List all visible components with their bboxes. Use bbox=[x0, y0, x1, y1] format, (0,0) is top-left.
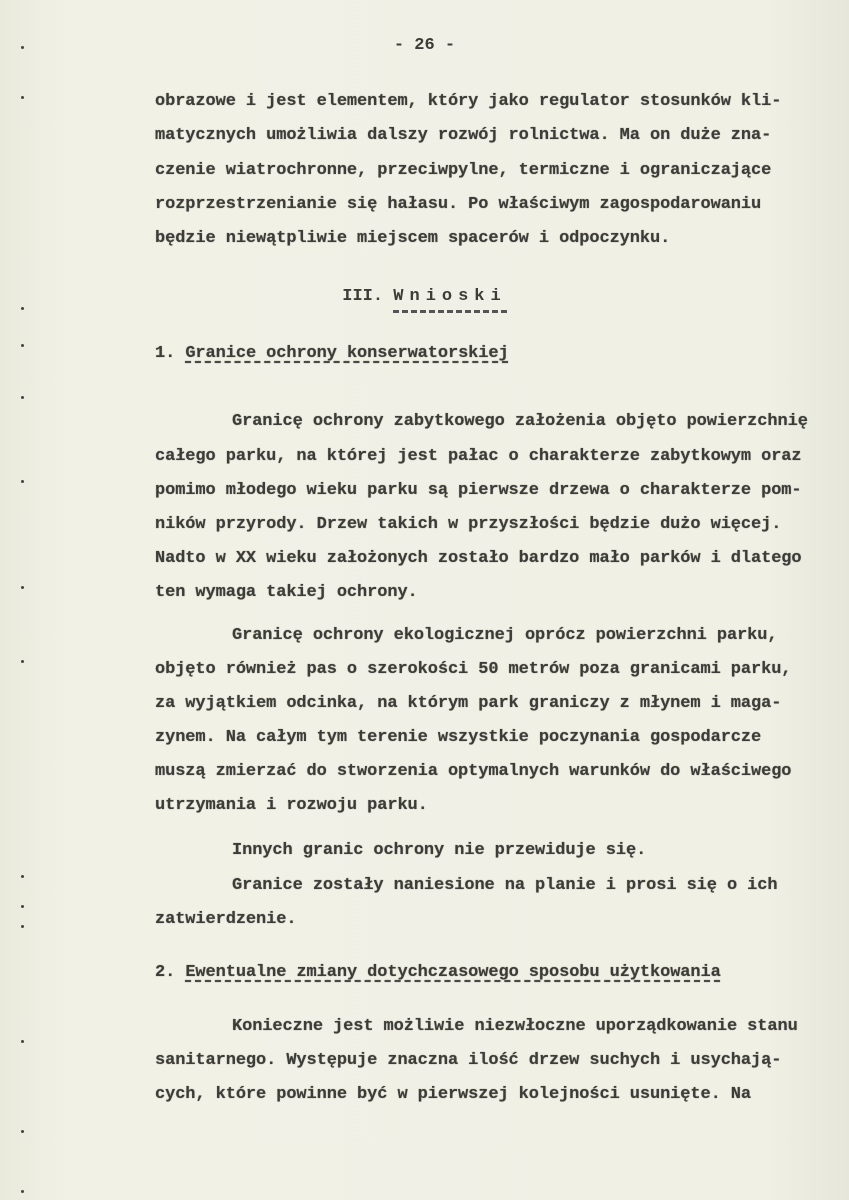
text-line: Granice zostały naniesione na planie i prosi się o ich bbox=[232, 876, 778, 895]
text-line: muszą zmierzać do stworzenia optymalnych warunków do właściwego bbox=[155, 762, 792, 781]
text-line: obrazowe i jest elementem, który jako regulator stosunków kli- bbox=[155, 92, 782, 111]
chapter-title: Wnioski bbox=[393, 287, 506, 313]
binder-hole-mark bbox=[21, 925, 24, 928]
section-title: Ewentualne zmiany dotychczasowego sposobu użytkowania bbox=[185, 963, 721, 982]
section-number: 1. bbox=[155, 344, 176, 363]
text-line: zatwierdzenie. bbox=[155, 910, 297, 929]
text-line: czenie wiatrochronne, przeciwpylne, termiczne i ograniczające bbox=[155, 161, 772, 180]
binder-hole-mark bbox=[21, 660, 24, 663]
text-line: utrzymania i rozwoju parku. bbox=[155, 796, 428, 815]
section-number: 2. bbox=[155, 963, 176, 982]
text-line: cych, które powinne być w pierwszej kolejności usunięte. Na bbox=[155, 1085, 751, 1104]
binder-hole-mark bbox=[21, 1190, 24, 1193]
text-line: Granicę ochrony ekologicznej oprócz powierzchni parku, bbox=[232, 626, 778, 645]
text-line: Granicę ochrony zabytkowego założenia objęto powierzchnię bbox=[232, 412, 808, 431]
chapter-number: III. bbox=[342, 287, 384, 306]
page-number: - 26 - bbox=[393, 36, 456, 55]
text-line: matycznych umożliwia dalszy rozwój rolnictwa. Ma on duże zna- bbox=[155, 126, 772, 145]
text-line: całego parku, na której jest pałac o charakterze zabytkowym oraz bbox=[155, 447, 802, 466]
text-line: Innych granic ochrony nie przewiduje się. bbox=[232, 841, 647, 860]
text-line: sanitarnego. Występuje znaczna ilość drzew suchych i usychają- bbox=[155, 1051, 782, 1070]
text-line: Konieczne jest możliwie niezwłoczne uporządkowanie stanu bbox=[232, 1017, 798, 1036]
text-line: objęto również pas o szerokości 50 metrów poza granicami parku, bbox=[155, 660, 792, 679]
binder-hole-mark bbox=[21, 96, 24, 99]
text-line: Nadto w XX wieku założonych zostało bardzo mało parków i dlatego bbox=[155, 549, 802, 568]
binder-hole-mark bbox=[21, 586, 24, 589]
text-line: ten wymaga takiej ochrony. bbox=[155, 583, 418, 602]
binder-hole-mark bbox=[21, 875, 24, 878]
binder-hole-mark bbox=[21, 344, 24, 347]
section-heading bbox=[155, 963, 721, 982]
text-line: zynem. Na całym tym terenie wszystkie poczynania gospodarcze bbox=[155, 728, 762, 747]
binder-hole-mark bbox=[21, 396, 24, 399]
text-line: za wyjątkiem odcinka, na którym park graniczy z młynem i maga- bbox=[155, 694, 782, 713]
text-line: ników przyrody. Drzew takich w przyszłości będzie dużo więcej. bbox=[155, 515, 782, 534]
binder-hole-mark bbox=[21, 1040, 24, 1043]
chapter-heading bbox=[0, 287, 849, 306]
binder-hole-mark bbox=[21, 905, 24, 908]
binder-hole-mark bbox=[21, 1130, 24, 1133]
binder-hole-mark bbox=[21, 307, 24, 310]
section-title: Granice ochrony konserwatorskiej bbox=[185, 344, 509, 363]
text-line: będzie niewątpliwie miejscem spacerów i odpoczynku. bbox=[155, 229, 671, 248]
section-heading bbox=[155, 344, 509, 363]
binder-hole-mark bbox=[21, 480, 24, 483]
text-line: rozprzestrzenianie się hałasu. Po właściwym zagospodarowaniu bbox=[155, 195, 762, 214]
text-line: pomimo młodego wieku parku są pierwsze drzewa o charakterze pom- bbox=[155, 481, 802, 500]
